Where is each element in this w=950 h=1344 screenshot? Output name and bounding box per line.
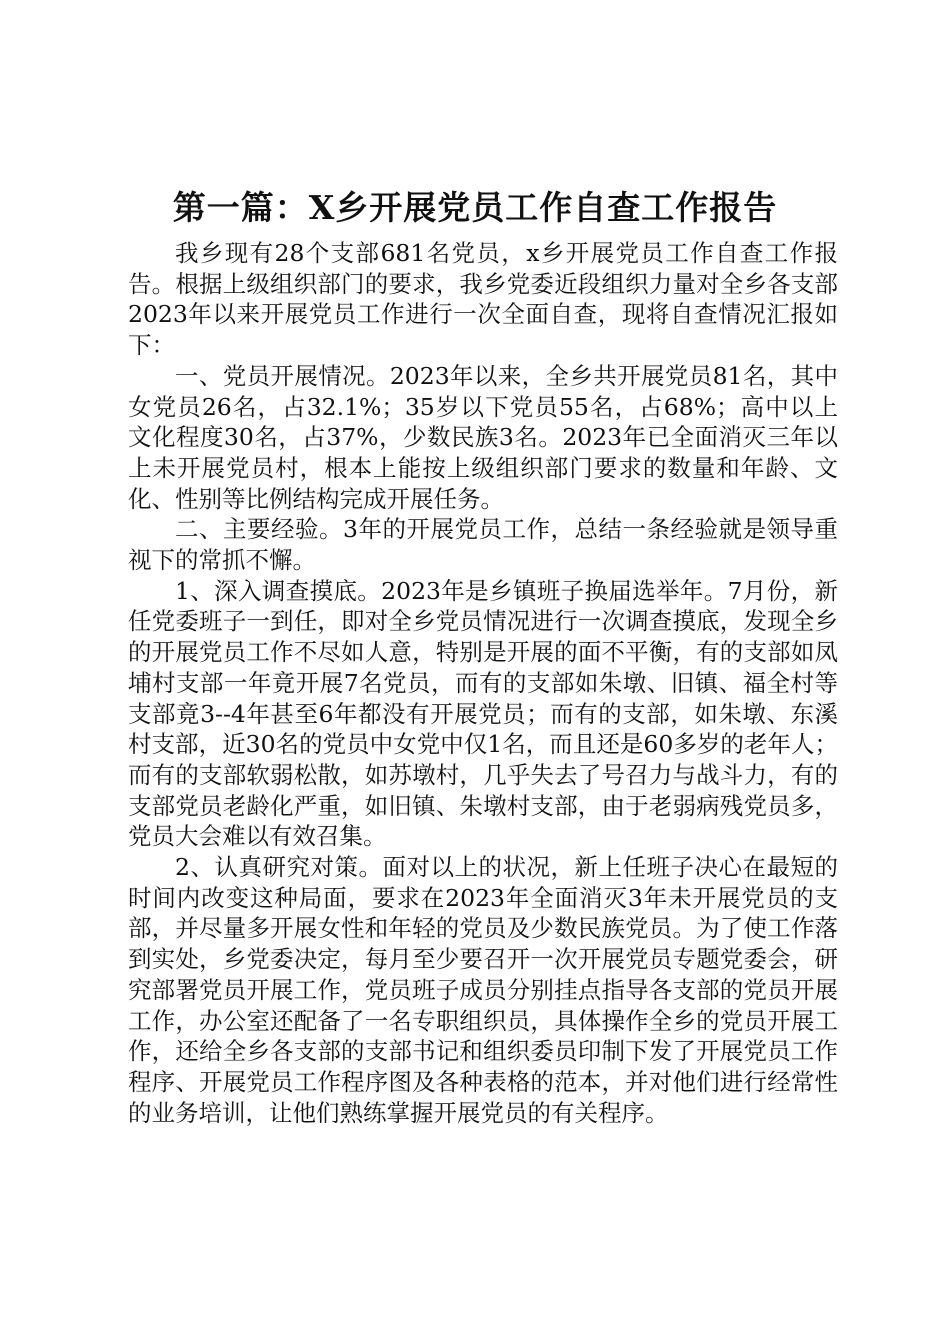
document-title: 第一篇：X乡开展党员工作自查工作报告: [172, 188, 778, 227]
paragraph-item-2: 2、认真研究对策。面对以上的状况，新上任班子决心在最短的时间内改变这种局面，要求在2023年全面消灭3年未开展党员的支部，并尽量多开展女性和年轻的党员及少数民族党员。为了使工作落到实处，乡党委决定，每月至少要召开一次开展党员专题党委会，研究部署党员开展工作，党员班子成员分别挂点指导各支部的党员开展工作，办公室还配备了一名专职组织员，具体操作全乡的党员开展工作，还给全乡各支部的支部书记和组织委员印制下发了开展党员工作程序、开展党员工作程序图及各种表格的范本，并对他们进行经常性的业务培训，让他们熟练掌握开展党员的有关程序。: [128, 853, 838, 1127]
document-body: [128, 238, 838, 1128]
paragraph-item-1: 1、深入调查摸底。2023年是乡镇班子换届选举年。7月份，新任党委班子一到任，即对全乡党员情况进行一次调查摸底，发现全乡的开展党员工作不尽如人意，特别是开展的面不平衡，有的支部如凤埔村支部一年竟开展7名党员，而有的支部如朱墩、旧镇、福全村等支部竟3--4年甚至6年都没有开展党员；而有的支部，如朱墩、东溪村支部，近30名的党员中女党中仅1名，而且还是60多岁的老年人；而有的支部软弱松散，如苏墩村，几乎失去了号召力与战斗力，有的支部党员老龄化严重，如旧镇、朱墩村支部，由于老弱病残党员多，党员大会难以有效召集。: [128, 576, 838, 851]
paragraph-intro: 我乡现有28个支部681名党员，x乡开展党员工作自查工作报告。根据上级组织部门的要求，我乡党委近段组织力量对全乡各支部2023年以来开展党员工作进行一次全面自查，现将自查情况汇报如下：: [128, 239, 838, 360]
paragraph-section-1: 一、党员开展情况。2023年以来，全乡共开展党员81名，其中女党员26名，占32.1%；35岁以下党员55名，占68%；高中以上文化程度30名，占37%，少数民族3名。2023年已全面消灭三年以上未开展党员村，根本上能按上级组织部门要求的数量和年龄、文化、性别等比例结构完成开展任务。: [128, 361, 838, 513]
paragraph-section-2: 二、主要经验。3年的开展党员工作，总结一条经验就是领导重视下的常抓不懈。: [128, 515, 838, 575]
